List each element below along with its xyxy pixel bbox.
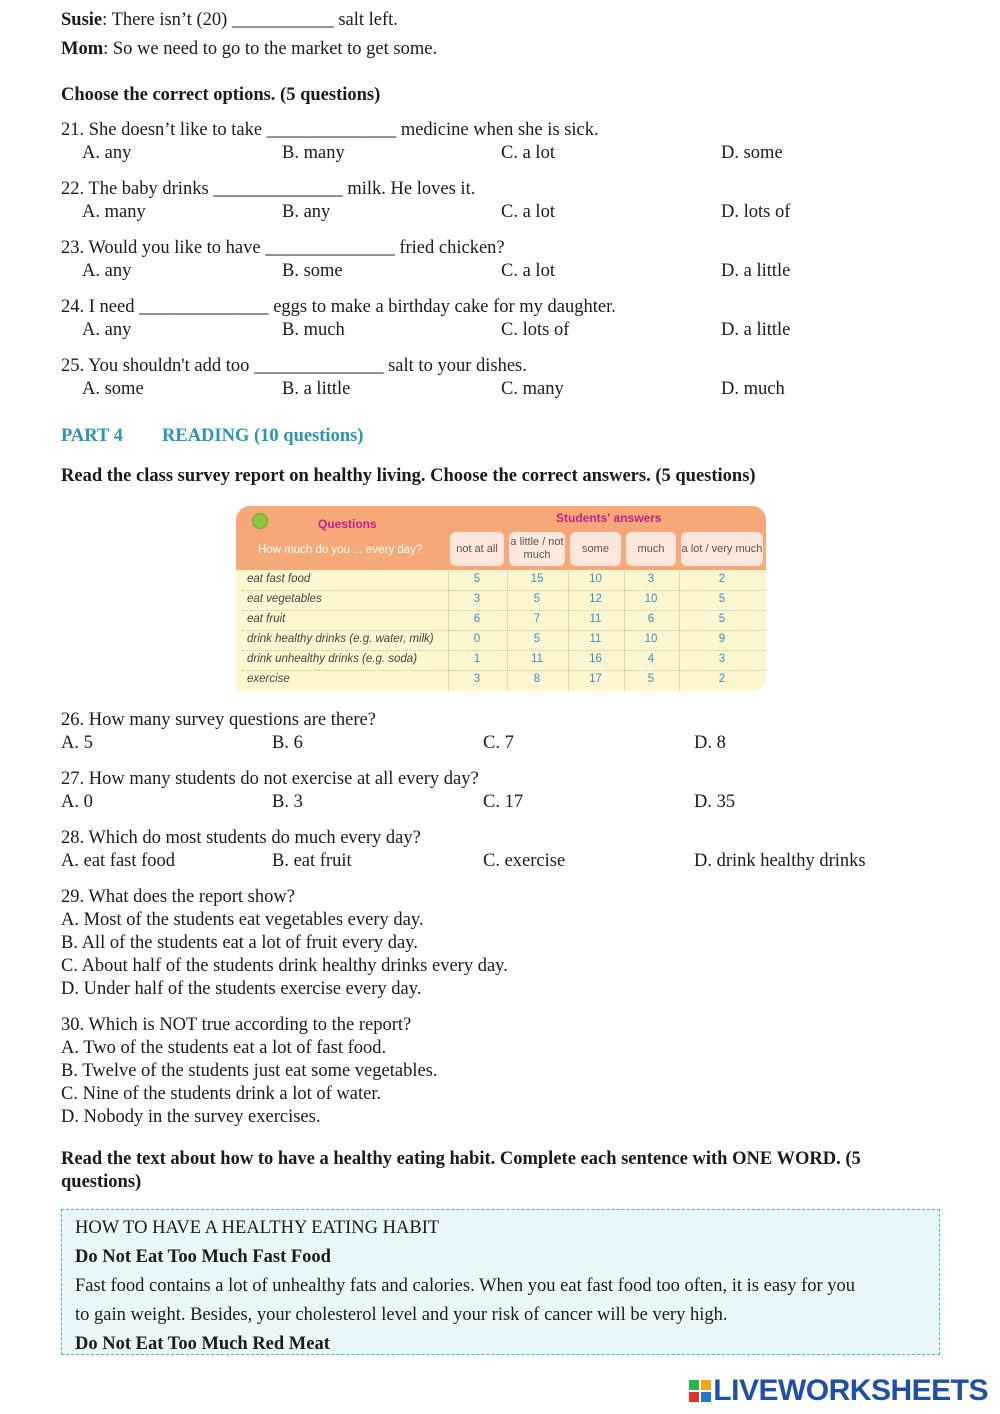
option-c[interactable]: C. Nine of the students drink a lot of water.	[61, 1084, 382, 1104]
option-a[interactable]: A. 0	[61, 792, 93, 812]
dialogue-mom	[61, 38, 437, 60]
green-dot-icon	[252, 513, 268, 529]
cell-value: 5	[718, 593, 726, 605]
one-word-instruction-cont: questions)	[61, 1172, 142, 1192]
column-header: not at all	[450, 532, 504, 566]
option-b[interactable]: B. All of the students eat a lot of fruit every day.	[61, 933, 418, 953]
cell-value: 10	[644, 633, 658, 645]
option-c[interactable]: C. a lot	[501, 143, 555, 163]
question-stem: 30. Which is NOT true according to the report?	[61, 1015, 412, 1035]
option-c[interactable]: C. 7	[483, 733, 514, 753]
row-label: drink healthy drinks (e.g. water, milk)	[247, 633, 434, 645]
mom-line: : So we need to go to the market to get some.	[103, 39, 438, 59]
cell-value: 11	[531, 653, 543, 665]
option-d[interactable]: D. Under half of the students exercise every day.	[61, 979, 422, 999]
cell-value: 2	[718, 573, 726, 585]
question-stem: 23. Would you like to have ______________ fried chicken?	[61, 238, 505, 258]
option-d[interactable]: D. lots of	[721, 202, 791, 222]
cell-value: 6	[647, 613, 655, 625]
cell-value: 16	[589, 653, 602, 665]
option-a[interactable]: A. Two of the students eat a lot of fast food.	[61, 1038, 387, 1058]
cell-value: 3	[647, 573, 655, 585]
cell-value: 10	[589, 573, 602, 585]
row-label: exercise	[247, 673, 290, 685]
option-a[interactable]: A. any	[82, 320, 132, 340]
cell-value: 4	[647, 653, 655, 665]
option-a[interactable]: A. many	[82, 202, 146, 222]
option-c[interactable]: C. 17	[483, 792, 524, 812]
row-label: eat fruit	[247, 613, 286, 625]
column-header: much	[626, 532, 676, 566]
option-c[interactable]: C. a lot	[501, 261, 555, 281]
column-header: a lot / very much	[681, 532, 763, 566]
section-heading-options: Choose the correct options. (5 questions)	[61, 85, 381, 105]
cell-value: 5	[533, 633, 541, 645]
option-c[interactable]: C. lots of	[501, 320, 570, 340]
cell-value: 5	[718, 613, 726, 625]
survey-prompt: How much do you ... every day?	[258, 544, 423, 556]
option-d[interactable]: D. drink healthy drinks	[694, 851, 866, 871]
option-d[interactable]: D. some	[721, 143, 783, 163]
cell-value: 5	[533, 593, 541, 605]
dialogue-susie	[61, 9, 398, 31]
row-label: eat fast food	[247, 573, 311, 585]
option-a[interactable]: A. any	[82, 143, 132, 163]
option-b[interactable]: B. much	[282, 320, 345, 340]
reading-heading: Do Not Eat Too Much Red Meat	[75, 1334, 330, 1354]
reading-heading: Do Not Eat Too Much Fast Food	[75, 1247, 331, 1267]
cell-value: 6	[473, 613, 481, 625]
liveworksheets-logo-icon	[689, 1380, 711, 1402]
part-title: READING (10 questions)	[162, 426, 364, 446]
question-stem: 25. You shouldn't add too ______________ salt to your dishes.	[61, 356, 527, 376]
question-stem: 28. Which do most students do much every day?	[61, 828, 421, 848]
question-stem: 27. How many students do not exercise at all every day?	[61, 769, 479, 789]
option-d[interactable]: D. Nobody in the survey exercises.	[61, 1107, 321, 1127]
option-d[interactable]: D. 8	[694, 733, 726, 753]
cell-value: 5	[473, 573, 481, 585]
column-header: some	[570, 532, 621, 566]
cell-value: 15	[530, 573, 544, 585]
row-divider	[242, 590, 766, 591]
row-divider	[242, 650, 766, 651]
one-word-instruction: Read the text about how to have a healthy eating habit. Complete each sentence with ONE WORD. (5	[61, 1149, 861, 1169]
option-b[interactable]: B. many	[282, 143, 345, 163]
susie-line: : There isn’t (20) ___________ salt left.	[102, 10, 398, 30]
question-stem: 21. She doesn’t like to take ______________ medicine when she is sick.	[61, 120, 599, 140]
cell-value: 11	[589, 633, 602, 645]
option-c[interactable]: C. exercise	[483, 851, 566, 871]
option-c[interactable]: C. a lot	[501, 202, 555, 222]
reading-text-box	[61, 1209, 940, 1355]
option-b[interactable]: B. some	[282, 261, 343, 281]
option-c[interactable]: C. About half of the students drink healthy drinks every day.	[61, 956, 508, 976]
row-label: drink unhealthy drinks (e.g. soda)	[247, 653, 418, 665]
brand-name: LIVEWORKSHEETS	[713, 1374, 988, 1407]
survey-table	[236, 506, 766, 691]
cell-value: 8	[533, 673, 541, 685]
cell-value: 2	[718, 673, 726, 685]
speaker-mom: Mom	[61, 39, 104, 59]
cell-value: 7	[533, 613, 541, 625]
reading-instruction: Read the class survey report on healthy living. Choose the correct answers. (5 questions)	[61, 466, 756, 486]
option-d[interactable]: D. much	[721, 379, 785, 399]
cell-value: 0	[473, 633, 481, 645]
cell-value: 1	[473, 653, 481, 665]
option-b[interactable]: B. 6	[272, 733, 303, 753]
option-b[interactable]: B. Twelve of the students just eat some vegetables.	[61, 1061, 438, 1081]
cell-value: 12	[589, 593, 602, 605]
option-b[interactable]: B. a little	[282, 379, 351, 399]
cell-value: 17	[589, 673, 602, 685]
column-header: a little / not much	[509, 532, 565, 566]
row-divider	[242, 610, 766, 611]
option-c[interactable]: C. many	[501, 379, 564, 399]
option-d[interactable]: D. 35	[694, 792, 736, 812]
cell-value: 5	[647, 673, 655, 685]
option-a[interactable]: A. some	[82, 379, 144, 399]
option-a[interactable]: A. any	[82, 261, 132, 281]
option-b[interactable]: B. 3	[272, 792, 303, 812]
option-b[interactable]: B. eat fruit	[272, 851, 352, 871]
liveworksheets-logo	[689, 1374, 988, 1408]
reading-paragraph-cont: to gain weight. Besides, your cholesterol level and your risk of cancer will be very high.	[75, 1305, 728, 1325]
question-stem: 29. What does the report show?	[61, 887, 295, 907]
question-stem: 26. How many survey questions are there?	[61, 710, 376, 730]
speaker-susie: Susie	[61, 10, 103, 30]
option-a[interactable]: A. eat fast food	[61, 851, 176, 871]
cell-value: 9	[718, 633, 726, 645]
cell-value: 10	[644, 593, 658, 605]
option-a[interactable]: A. 5	[61, 733, 93, 753]
reading-paragraph: Fast food contains a lot of unhealthy fats and calories. When you eat fast food too often, it is easy for you	[75, 1276, 856, 1296]
row-divider	[242, 630, 766, 631]
row-label: eat vegetables	[247, 593, 322, 605]
part-label: PART 4	[61, 426, 123, 446]
survey-questions-title: Questions	[318, 517, 377, 531]
cell-value: 11	[589, 613, 602, 625]
option-a[interactable]: A. Most of the students eat vegetables every day.	[61, 910, 424, 930]
option-b[interactable]: B. any	[282, 202, 331, 222]
option-d[interactable]: D. a little	[721, 261, 791, 281]
cell-value: 3	[473, 673, 481, 685]
question-stem: 24. I need ______________ eggs to make a birthday cake for my daughter.	[61, 297, 616, 317]
survey-answers-title: Students' answers	[556, 511, 662, 525]
cell-value: 3	[473, 593, 481, 605]
cell-value: 3	[718, 653, 726, 665]
question-stem: 22. The baby drinks ______________ milk. He loves it.	[61, 179, 476, 199]
row-divider	[242, 670, 766, 671]
option-d[interactable]: D. a little	[721, 320, 791, 340]
reading-title: HOW TO HAVE A HEALTHY EATING HABIT	[75, 1218, 440, 1238]
